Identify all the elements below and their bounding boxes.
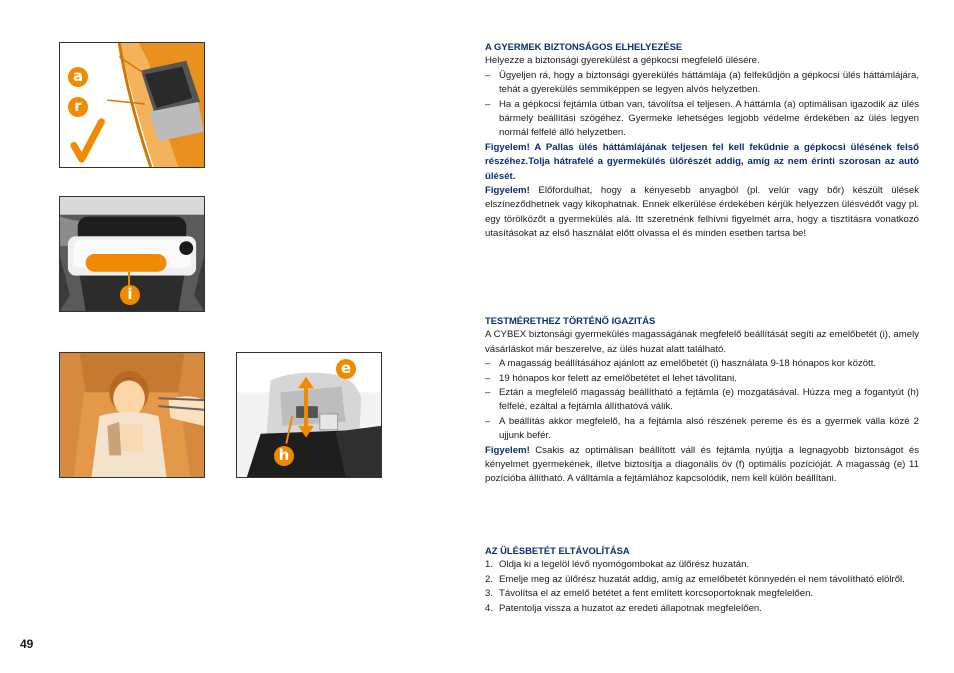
figure-insert-cushion (59, 196, 205, 312)
list-item-text: Emelje meg az ülőrész huzatát addig, amíg az emelőbetét könnyedén el nem távolítható elölről. (499, 573, 905, 585)
list-item-text: A beállítás akkor megfelelő, ha a fejtámla alsó részének pereme és és a gyermek válla közé 2 ujjunk befér. (499, 415, 919, 442)
list-item-text: Eztán a megfelelő magasság beállítható a fejtámla (e) mozgatásával. Húzza meg a fogantyút (h) felfelé, ezáltal a fejtámla állíthatóvá válik. (499, 387, 919, 413)
list-item-text: Oldja ki a legelöl lévő nyomógombokat az ülőrész huzatán. (499, 559, 750, 571)
section-heading: A GYERMEK BIZTONSÁGOS ELHELYEZÉSE (485, 41, 683, 52)
warning-paragraph (485, 444, 919, 487)
section-insert-removal (485, 544, 919, 616)
figure-headrest-adjust (236, 352, 382, 478)
label-a: a (72, 67, 84, 85)
warning-label: Figyelem! (485, 185, 530, 197)
list-item-text: A magasság beállításához ajánlott az emelőbetét (i) használata 9-18 hónapos kor között. (499, 358, 877, 370)
list-item-text: 19 hónapos kor felett az emelőbetétet el lehet távolítani. (499, 372, 737, 384)
list-item-text: Patentolja vissza a huzatot az eredeti állapotnak megfelelően. (499, 602, 762, 614)
figure-backrest-position (59, 42, 205, 168)
label-h-badge (274, 446, 294, 466)
paragraph: Helyezze a biztonsági gyerekülést a gépkocsi megfelelő ülésére. (485, 55, 760, 67)
warning-paragraph (485, 184, 919, 242)
label-i: i (127, 285, 133, 303)
page-number: 49 (20, 637, 34, 651)
list-item: 1. Oldja ki a legelöl lévő nyomógombokat az ülőrész huzatán. (485, 559, 750, 571)
label-r: r (74, 97, 82, 115)
headrest-photo (237, 353, 381, 477)
warning-body: Csakis az optimálisan beállított váll és fejtámla nyújtja a legnagyobb biztonságot és kényelmet gyermekének, illetve biztosítja a diagonális öv (f) optimális pozícióját. A magasság (e) 11 pozícióba állítható. A válltámla a fejtámlához kapcsolódik, nem kell külön beállítani. (485, 444, 919, 485)
list-item: 2. Emelje meg az ülőrész huzatát addig, amíg az emelőbetét könnyedén el nem távolítható elölről. (485, 573, 905, 585)
section-heading: AZ ÜLÉSBETÉT ELTÁVOLÍTÁSA (485, 545, 630, 556)
list-item-text: Ügyeljen rá, hogy a biztonsági gyerekülés háttámlája (a) felfekűdjön a gépkocsi ülés háttámlájára, tehát a gyerekülés semmiképpen se legyen alvós helyzetben. (499, 69, 919, 96)
warning-label: Figyelem! (485, 444, 530, 456)
warning-body: Előfordulhat, hogy a kényesebb anyagból (pl. velúr vagy bőr) készült ülések elszíneződhetnek vagy kikophatnak. Ennek elkerülése érdekében kérjük helyezzen ülésvédőt vagy pl. egy törölközőt a gyermekülés alá. Itt szeretnénk felhívni figyelmét arra, hogy a tisztításra vonatkozó utasításokat az első használat előtt olvassa el és minden esetben tartsa be! (485, 185, 919, 240)
list-item: – Ügyeljen rá, hogy a biztonsági gyerekülés háttámlája (a) felfekűdjön a gépkocsi ülés háttámlájára, tehát a gyerekülés semmiképpen se legyen alvós helyzetben. (485, 69, 919, 96)
label-r-badge (68, 97, 88, 117)
list-item: – A beállítás akkor megfelelő, ha a fejtámla alsó részének pereme és és a gyermek válla közé 2 ujjunk befér. (485, 415, 919, 442)
figure-child-in-seat (59, 352, 205, 478)
list-item: 3. Távolítsa el az emelő betétet a fent említett korcsoportoknak megfelelően. (485, 588, 814, 600)
list-item: 4. Patentolja vissza a huzatot az eredeti állapotnak megfelelően. (485, 602, 762, 614)
section-body-size-adjustment (485, 314, 919, 487)
list-item: – Ha a gépkocsi fejtámla útban van, távolítsa el teljesen. A háttámla (a) optimálisan igazodik az ülés bármely beállítási szögéhez. Gyermeke lehetséges legjobb védelme érdekében az ülés legyen normál felfelé álló helyzetben. (485, 98, 919, 139)
child-photo (60, 353, 204, 477)
section-safe-placement (485, 40, 919, 242)
label-i-badge (120, 285, 140, 305)
list-item: – A magasság beállításához ajánlott az emelőbetét (i) használata 9-18 hónapos kor között. (485, 358, 877, 370)
section-heading: TESTMÉRETHEZ TÖRTÉNŐ IGAZITÁS (485, 315, 656, 326)
list-item-text: Távolítsa el az emelő betétet a fent említett korcsoportoknak megfelelően. (499, 588, 814, 600)
list-item: – Eztán a megfelelő magasság beállítható a fejtámla (e) mozgatásával. Húzza meg a fogantyút (h) felfelé, ezáltal a fejtámla állíthatóvá válik. (485, 387, 919, 413)
paragraph: A CYBEX biztonsági gyermekülés magasságának megfelelő beállítását segíti az emelőbetét (i), amely vásárláskot már beszerelve, az ülés huzat alatt található. (485, 329, 919, 355)
label-h: h (278, 446, 290, 464)
list-item-text: Ha a gépkocsi fejtámla útban van, távolítsa el teljesen. A háttámla (a) optimálisan igazodik az ülés bármely beállítási szögéhez. Gyermeke lehetséges legjobb védelme érdekében az ülés legyen normál felfelé álló helyzetben. (499, 98, 919, 139)
label-e: e (340, 359, 352, 377)
label-e-badge (336, 359, 356, 379)
label-a-badge (68, 67, 88, 87)
warning-text: Figyelem! A Pallas ülés háttámlájának teljesen fel kell fekűdnie a gépkocsi ülésének felső részéhez.Tolja hátrafelé a gyermekülés ülőrészét addig, amíg az nem érinti szorosan az autó ülését. (485, 141, 919, 182)
list-item: – 19 hónapos kor felett az emelőbetétet el lehet távolítani. (485, 372, 737, 384)
